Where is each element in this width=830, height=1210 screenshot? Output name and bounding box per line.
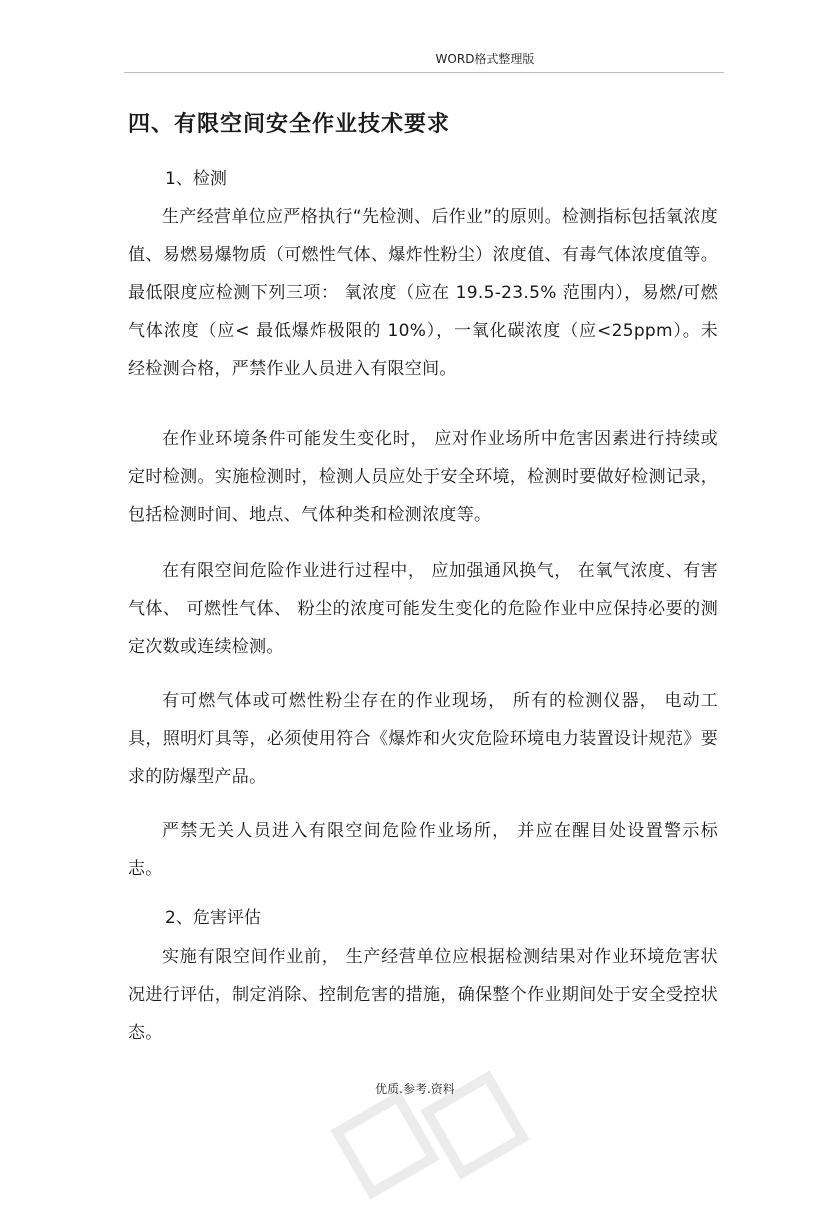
page-footer: 优质.参考.资料 <box>375 1082 455 1096</box>
paragraph-continuous-detection: 在作业环境条件可能发生变化时， 应对作业场所中危害因素进行持续或定时检测。实施检测时，检测人员应处于安全环境，检测时要做好检测记录，包括检测时间、地点、气体种类和检测浓度等。 <box>128 429 718 525</box>
paragraph-ventilation: 在有限空间危险作业进行过程中， 应加强通风换气， 在氧气浓度、有害气体、 可燃性气体、 粉尘的浓度可能发生变化的危险作业中应保持必要的测定次数或连续检测。 <box>128 561 718 657</box>
section-heading-hazard-assessment: 2、危害评估 <box>165 908 261 928</box>
section-heading-detection: 1、检测 <box>165 169 227 189</box>
paragraph-explosion-proof: 有可燃气体或可燃性粉尘存在的作业现场， 所有的检测仪器， 电动工具，照明灯具等，必须使用符合《爆炸和火灾危险环境电力装置设计规范》要求的防爆型产品。 <box>128 691 718 787</box>
paragraph-warning-signs: 严禁无关人员进入有限空间危险作业场所， 并应在醒目处设置警示标志。 <box>128 821 718 879</box>
paragraph-detection-principle: 生产经营单位应严格执行“先检测、后作业”的原则。检测指标包括氧浓度值、易燃易爆物质（可燃性气体、爆炸性粉尘）浓度值、有毒气体浓度值等。最低限度应检测下列三项： 氧浓度（应在 19.5-23.5% 范围内），易燃/可燃气体浓度（应< 最低爆炸极限的 10%），一氧化碳浓度（应<25ppm）。未经检测合格，严禁作业人员进入有限空间。 <box>128 207 718 379</box>
page-header: WORD格式整理版 <box>435 52 535 66</box>
document-title: 四、有限空间安全作业技术要求 <box>128 112 451 137</box>
paragraph-hazard-assessment: 实施有限空间作业前， 生产经营单位应根据检测结果对作业环境危害状况进行评估，制定消除、控制危害的措施，确保整个作业期间处于安全受控状态。 <box>128 947 718 1043</box>
watermark-logo <box>330 1070 530 1210</box>
header-divider <box>124 72 724 73</box>
